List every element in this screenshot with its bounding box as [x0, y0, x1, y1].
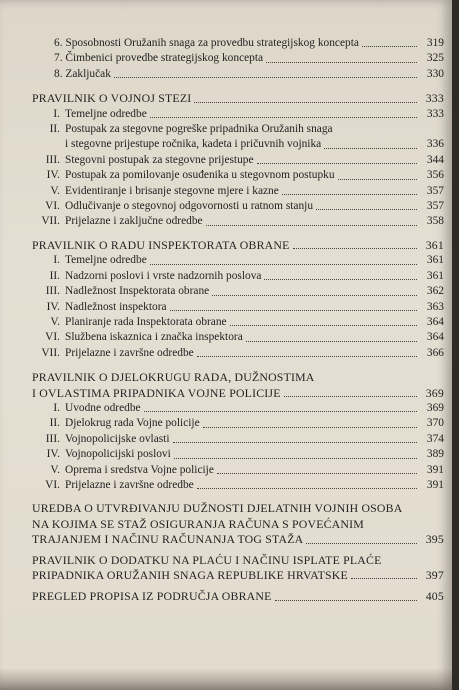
toc-entry-label: Uvodne odredbe: [65, 401, 141, 414]
toc-entry: [32, 300, 444, 315]
toc-entry-label: Vojnopolicijske ovlasti: [65, 432, 170, 445]
chapter-number: III.: [45, 285, 60, 298]
toc-section-heading: [32, 589, 444, 604]
toc-entry-label: Oprema i sredstva Vojne policije: [65, 463, 214, 476]
toc-entry: [32, 330, 444, 345]
toc-entry-page: 391: [426, 478, 444, 491]
leader-dots: [306, 543, 417, 544]
leader-dots: [316, 209, 417, 210]
toc-entry: [32, 416, 444, 431]
toc-entry-page: 357: [426, 200, 444, 213]
chapter-number: V.: [50, 463, 60, 476]
toc-entry-label: 7. Čimbenici provedbe strategijskog koncepta: [54, 52, 264, 65]
toc-entry-page: 362: [426, 285, 444, 298]
leader-dots: [217, 473, 417, 474]
chapter-number: I.: [53, 254, 60, 267]
toc-entry: [32, 67, 444, 82]
section-title: PRAVILNIK O RADU INSPEKTORATA OBRANE: [32, 237, 290, 252]
toc-entry-label: Vojnopolicijski poslovi: [65, 448, 171, 461]
chapter-number: II.: [49, 269, 60, 282]
toc-entry-page: 370: [426, 417, 444, 430]
leader-dots: [284, 396, 417, 397]
chapter-number: VI.: [45, 478, 60, 491]
toc-entry-label: Planiranje rada Inspektorata obrane: [65, 315, 227, 328]
toc-entry: [32, 346, 444, 361]
table-of-contents: [32, 36, 444, 605]
toc-entry-page: 358: [426, 215, 444, 228]
toc-entry: [32, 401, 444, 416]
leader-dots: [362, 46, 417, 47]
chapter-number: III.: [45, 432, 60, 445]
toc-entry-page: 333: [426, 107, 444, 120]
chapter-number: VII.: [41, 346, 60, 359]
toc-entry-label: Nadležnost inspektora: [65, 300, 167, 313]
toc-entry: [32, 36, 444, 51]
toc-entry-label: Djelokrug rada Vojne policije: [65, 417, 200, 430]
leader-dots: [246, 341, 417, 342]
toc-entry-page: 361: [426, 254, 444, 267]
section-title-cont: PRIPADNIKA ORUŽANIH SNAGA REPUBLIKE HRVATSKE: [32, 568, 348, 582]
chapter-number: V.: [50, 184, 60, 197]
chapter-number: IV.: [46, 169, 60, 182]
toc-entry-page: 374: [426, 432, 444, 445]
leader-dots: [170, 310, 417, 311]
leader-dots: [230, 325, 417, 326]
section-page: 333: [425, 91, 444, 106]
toc-entry: [32, 184, 444, 199]
toc-section-heading-cont: [32, 532, 444, 547]
toc-entry: [32, 214, 444, 229]
toc-entry-page: 325: [426, 52, 444, 65]
leader-dots: [194, 102, 417, 103]
toc-entry: [32, 168, 444, 183]
chapter-number: I.: [53, 107, 60, 120]
toc-entry-label: Nadzorni poslovi i vrste nadzornih poslova: [65, 269, 262, 282]
leader-dots: [266, 62, 417, 63]
toc-entry-label: Evidentiranje i brisanje stegovne mjere i kazne: [65, 184, 279, 197]
toc-entry-page: 357: [426, 184, 444, 197]
toc-entry-page: 366: [426, 346, 444, 359]
leader-dots: [293, 248, 417, 249]
chapter-number: V.: [50, 315, 60, 328]
toc-entry: [32, 51, 444, 66]
toc-section-heading: [32, 553, 444, 568]
chapter-number: VI.: [45, 200, 60, 213]
toc-entry-page: 356: [426, 169, 444, 182]
toc-entry-page: 319: [426, 37, 444, 49]
leader-dots: [282, 194, 417, 195]
section-page: 369: [425, 385, 444, 400]
toc-section-heading-cont: [32, 386, 444, 401]
leader-dots: [338, 179, 417, 180]
toc-entry-label: Nadležnost Inspektorata obrane: [65, 285, 210, 298]
chapter-number: II.: [49, 417, 60, 430]
toc-entry: [32, 153, 444, 168]
section-title: PRAVILNIK O VOJNOJ STEZI: [32, 91, 192, 106]
toc-entry-label: Temeljne odredbe: [65, 107, 147, 120]
toc-entry-page: 369: [426, 401, 444, 414]
chapter-number: IV.: [46, 448, 60, 461]
section-page: 395: [425, 532, 444, 547]
leader-dots: [212, 295, 417, 296]
leader-dots: [150, 264, 417, 265]
leader-dots: [275, 600, 418, 601]
leader-dots: [206, 225, 417, 226]
toc-entry: [32, 315, 444, 330]
leader-dots: [197, 488, 417, 489]
leader-dots: [150, 117, 417, 118]
leader-dots: [351, 578, 417, 579]
toc-section-heading: [32, 501, 444, 516]
leader-dots: [324, 148, 417, 149]
toc-section-heading: [32, 91, 444, 106]
leader-dots: [144, 411, 417, 412]
chapter-number: III.: [45, 153, 60, 166]
section-title-cont: NA KOJIMA SE STAŽ OSIGURANJA RAČUNA S POVEĆANIM: [32, 516, 364, 531]
leader-dots: [197, 356, 417, 357]
toc-entry-label: Prijelazne i završne odredbe: [65, 478, 194, 491]
toc-entry-label: Temeljne odredbe: [65, 254, 147, 267]
toc-entry-label: 6. Sposobnosti Oružanih snaga za provedbu strategijskog koncepta: [54, 37, 359, 49]
toc-entry-label: Postupak za pomilovanje osuđenika u stegovnom postupku: [65, 169, 335, 182]
toc-entry-page: 391: [426, 463, 444, 476]
leader-dots: [114, 77, 417, 78]
toc-section-heading: [32, 238, 444, 253]
toc-entry-page: 361: [426, 269, 444, 282]
section-title: PRAVILNIK O DJELOKRUGU RADA, DUŽNOSTIMA: [32, 370, 315, 385]
chapter-number: IV.: [46, 300, 60, 313]
chapter-number: VII.: [41, 215, 60, 228]
toc-entry: [32, 269, 444, 284]
toc-section-heading-cont: [32, 517, 444, 532]
toc-entry: [32, 253, 444, 268]
toc-section-heading: [32, 370, 444, 385]
toc-entry-page: 336: [426, 138, 444, 151]
toc-entry-page: 364: [426, 331, 444, 344]
toc-entry: [32, 122, 444, 137]
section-title: PREGLED PROPISA IZ PODRUČJA OBRANE: [32, 589, 272, 604]
chapter-number: VI.: [45, 331, 60, 344]
toc-entry: [32, 199, 444, 214]
section-page: 405: [425, 589, 444, 604]
toc-entry-page: 364: [426, 315, 444, 328]
toc-entry-label: Postupak za stegovne pogreške pripadnika Oružanih snaga: [65, 123, 333, 136]
toc-entry: [32, 463, 444, 478]
toc-entry: [32, 432, 444, 447]
section-title-cont: TRAJANJEM I NAČINU RAČUNANJA TOG STAŽA: [32, 532, 304, 547]
section-title-cont: I OVLASTIMA PRIPADNIKA VOJNE POLICIJE: [32, 385, 281, 400]
section-page: 361: [425, 237, 444, 252]
leader-dots: [203, 427, 417, 428]
toc-entry-page: 330: [426, 67, 444, 80]
leader-dots: [173, 442, 417, 443]
toc-entry-label: Prijelazne i završne odredbe: [65, 346, 194, 359]
toc-entry-page: 344: [426, 153, 444, 166]
leader-dots: [264, 279, 417, 280]
toc-entry-page: 363: [426, 300, 444, 313]
page-bottom-shadow: [0, 668, 452, 690]
toc-entry-page: 389: [426, 448, 444, 461]
toc-section-heading-cont: [32, 568, 444, 583]
section-page: 397: [425, 568, 444, 582]
toc-entry-label: Prijelazne i zaključne odredbe: [65, 215, 203, 228]
toc-entry: [32, 447, 444, 462]
leader-dots: [174, 458, 417, 459]
toc-entry: [32, 107, 444, 122]
section-title: UREDBA O UTVRĐIVANJU DUŽNOSTI DJELATNIH VOJNIH OSOBA: [32, 501, 403, 516]
toc-entry: [32, 284, 444, 299]
toc-entry-label-cont: i stegovne prijestupe ročnika, kadeta i pričuvnih vojnika: [65, 138, 322, 151]
toc-entry-label: Stegovni postupak za stegovne prijestupe: [65, 153, 254, 166]
chapter-number: II.: [49, 123, 60, 136]
toc-entry-continuation: [32, 137, 444, 152]
section-title: PRAVILNIK O DODATKU NA PLAĆU I NAČINU ISPLATE PLAĆE: [32, 552, 382, 567]
toc-entry-label: Odlučivanje o stegovnoj odgovornosti u ratnom stanju: [65, 200, 314, 213]
toc-entry-label: Službena iskaznica i značka inspektora: [65, 331, 243, 344]
toc-entry-label: 8. Zaključak: [54, 67, 111, 80]
chapter-number: I.: [53, 401, 60, 414]
toc-entry: [32, 478, 444, 493]
leader-dots: [257, 163, 417, 164]
